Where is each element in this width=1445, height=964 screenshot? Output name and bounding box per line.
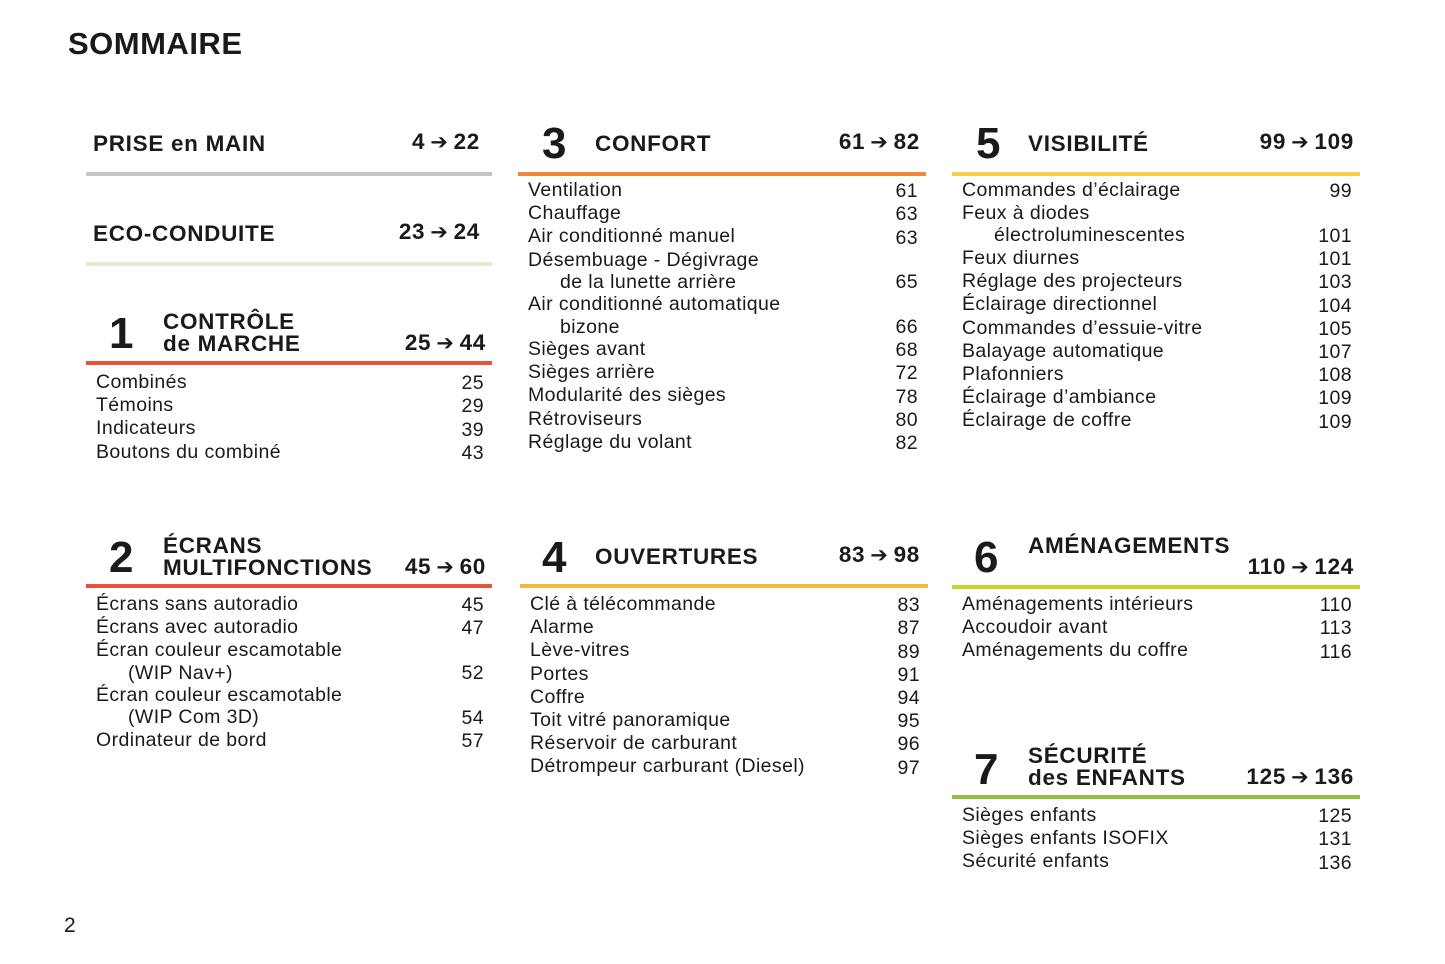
toc-item-label: Réglage des projecteurs — [962, 270, 1183, 293]
toc-item-label: Sièges arrière — [528, 361, 655, 384]
toc-item-page: 94 — [897, 687, 920, 710]
toc-item-page: 45 — [461, 594, 484, 617]
page-range — [405, 330, 486, 356]
section-ecrans-multifonctions[interactable] — [86, 532, 492, 762]
toc-item-label: Commandes d’éclairage — [962, 179, 1181, 201]
toc-item-label: Coffre — [530, 685, 586, 708]
toc-item-page: 65 — [895, 271, 918, 294]
page-title: SOMMAIRE — [68, 26, 243, 61]
section-confort[interactable] — [518, 120, 926, 460]
page-range — [839, 129, 920, 155]
toc-item-page: 63 — [895, 226, 918, 249]
toc-item-label: Sièges avant — [528, 338, 646, 361]
section-amenagements[interactable] — [952, 532, 1360, 672]
toc-item-label: Commandes d’essuie-vitre — [962, 316, 1203, 339]
toc-item-page: 78 — [895, 385, 918, 408]
toc-item[interactable] — [962, 247, 1352, 270]
toc-item-label: Réservoir de carburant — [530, 732, 738, 755]
toc-item[interactable] — [96, 684, 484, 729]
toc-item[interactable] — [96, 639, 484, 684]
toc-item[interactable] — [962, 593, 1352, 616]
toc-item[interactable] — [962, 386, 1352, 409]
toc-item[interactable] — [962, 179, 1352, 202]
toc-item[interactable] — [528, 361, 918, 384]
range-end: 60 — [459, 554, 486, 579]
toc-item-page: 68 — [895, 339, 918, 362]
toc-item-label: Portes — [530, 662, 589, 685]
toc-item-page: 97 — [897, 756, 920, 779]
range-end: 136 — [1314, 764, 1354, 789]
toc-item-page: 39 — [461, 418, 484, 441]
range-start: 83 — [838, 542, 866, 567]
section-visibilite[interactable] — [952, 120, 1360, 440]
toc-item-label: Alarme — [530, 616, 595, 639]
toc-list — [962, 593, 1352, 663]
page-range — [412, 129, 480, 155]
section-title-line1: CONTRÔLE — [163, 309, 295, 334]
section-number: 7 — [974, 745, 999, 794]
toc-item-page: 99 — [1329, 180, 1352, 203]
range-end: 44 — [459, 330, 486, 355]
toc-item-page: 113 — [1319, 617, 1352, 640]
range-end: 22 — [453, 129, 480, 154]
toc-item[interactable] — [530, 616, 920, 639]
range-start: 25 — [404, 330, 432, 355]
arrow-right-icon: ➔ — [1291, 765, 1310, 789]
toc-item-page: 131 — [1318, 828, 1352, 851]
toc-list — [962, 179, 1352, 433]
toc-item[interactable] — [962, 293, 1352, 316]
section-title-line2: de MARCHE — [163, 331, 301, 356]
toc-item[interactable] — [528, 179, 918, 202]
page-range — [1260, 129, 1354, 155]
toc-item[interactable] — [528, 202, 918, 225]
range-end: 109 — [1314, 129, 1354, 154]
section-number: 2 — [109, 533, 134, 582]
section-title — [163, 535, 372, 579]
toc-item-label: Éclairage d’ambiance — [962, 386, 1157, 409]
section-title — [1028, 745, 1186, 789]
toc-item[interactable] — [96, 616, 484, 639]
toc-item-label: Accoudoir avant — [962, 616, 1108, 639]
toc-item[interactable] — [528, 249, 918, 294]
toc-item-page: 61 — [895, 180, 918, 203]
toc-item-page: 52 — [461, 662, 484, 685]
toc-item-label: Désembuage - Dégivrage — [528, 248, 760, 271]
toc-item-label: Combinés — [96, 371, 187, 393]
range-end: 82 — [893, 129, 920, 154]
section-rule — [952, 795, 1360, 799]
section-title: AMÉNAGEMENTS — [1028, 533, 1231, 558]
toc-item-label-line2: (WIP Com 3D) — [128, 706, 260, 729]
arrow-right-icon: ➔ — [430, 220, 449, 244]
toc-item-page: 104 — [1318, 294, 1352, 317]
toc-item[interactable] — [96, 593, 484, 616]
section-title: ECO-CONDUITE — [93, 221, 276, 246]
section-number: 6 — [974, 533, 999, 582]
toc-item[interactable] — [962, 270, 1352, 293]
section-title-line1: ÉCRANS — [163, 533, 263, 558]
arrow-right-icon: ➔ — [430, 130, 449, 154]
toc-item-label: Aménagements intérieurs — [962, 593, 1194, 615]
toc-item-page: 43 — [461, 441, 484, 464]
arrow-right-icon: ➔ — [436, 331, 455, 355]
range-start: 99 — [1259, 129, 1287, 154]
toc-item-label: Feux à diodes — [962, 202, 1090, 225]
range-start: 61 — [838, 129, 866, 154]
toc-item-page: 29 — [461, 395, 484, 418]
toc-item-page: 116 — [1319, 640, 1352, 663]
toc-list — [528, 179, 918, 454]
toc-item-page: 136 — [1318, 851, 1352, 874]
toc-item-page: 109 — [1318, 410, 1352, 433]
section-eco-conduite[interactable] — [86, 216, 492, 270]
toc-item-label: Boutons du combiné — [96, 440, 281, 463]
toc-item[interactable] — [962, 317, 1352, 340]
toc-item-page: 83 — [897, 594, 920, 617]
toc-item[interactable] — [96, 417, 484, 440]
toc-item-label: Balayage automatique — [962, 339, 1165, 362]
page-range — [839, 542, 920, 568]
toc-item-label: Sécurité enfants — [962, 850, 1110, 873]
toc-item-label: Aménagements du coffre — [962, 639, 1189, 662]
toc-item-page: 63 — [895, 203, 918, 226]
toc-item-label: Clé à télécommande — [530, 593, 717, 615]
section-rule — [86, 584, 492, 588]
toc-item-label: Sièges enfants ISOFIX — [962, 827, 1169, 850]
toc-item-page: 66 — [895, 316, 918, 339]
toc-item-page: 89 — [897, 640, 920, 663]
toc-item-page: 95 — [897, 710, 920, 733]
range-start: 23 — [398, 219, 426, 244]
toc-item-label-line2: de la lunette arrière — [560, 270, 737, 293]
toc-item[interactable] — [962, 202, 1352, 247]
page-range — [399, 219, 480, 245]
toc-item-label: Écran couleur escamotable — [96, 639, 343, 662]
section-number: 1 — [109, 309, 134, 358]
toc-item-label: Sièges enfants — [962, 804, 1097, 826]
toc-item-label: Rétroviseurs — [528, 407, 643, 430]
toc-item[interactable] — [530, 686, 920, 709]
toc-list — [962, 804, 1352, 874]
toc-item-label: Feux diurnes — [962, 246, 1080, 269]
toc-item-page: 125 — [1318, 805, 1352, 828]
section-rule — [86, 262, 492, 266]
toc-item[interactable] — [530, 639, 920, 662]
toc-item[interactable] — [530, 663, 920, 686]
section-title-line2: MULTIFONCTIONS — [163, 555, 373, 580]
toc-item[interactable] — [962, 363, 1352, 386]
toc-item-page: 108 — [1318, 364, 1352, 387]
section-prise-en-main[interactable] — [86, 126, 492, 180]
toc-item[interactable] — [962, 804, 1352, 827]
toc-item-label: Modularité des sièges — [528, 384, 727, 407]
section-controle-de-marche[interactable] — [86, 308, 492, 468]
toc-item-page: 87 — [897, 617, 920, 640]
toc-item-label: Air conditionné automatique — [528, 293, 781, 316]
range-start: 125 — [1246, 764, 1287, 789]
section-rule — [520, 584, 928, 588]
toc-item[interactable] — [962, 850, 1352, 873]
range-start: 4 — [412, 129, 426, 154]
toc-item-label: Chauffage — [528, 202, 622, 225]
toc-item-label: Indicateurs — [96, 417, 196, 440]
range-end: 124 — [1314, 554, 1354, 579]
toc-item-label: Détrompeur carburant (Diesel) — [530, 755, 805, 778]
arrow-right-icon: ➔ — [870, 130, 889, 154]
toc-list — [96, 371, 484, 464]
toc-item[interactable] — [530, 732, 920, 755]
toc-item[interactable] — [962, 827, 1352, 850]
section-rule — [952, 172, 1360, 176]
toc-item[interactable] — [528, 225, 918, 248]
section-title: PRISE en MAIN — [93, 131, 266, 156]
range-end: 24 — [453, 219, 480, 244]
arrow-right-icon: ➔ — [870, 543, 889, 567]
section-rule — [86, 172, 492, 176]
toc-item[interactable] — [530, 709, 920, 732]
toc-item-page: 101 — [1318, 248, 1352, 271]
toc-item-page: 110 — [1319, 594, 1352, 617]
section-rule — [86, 361, 492, 365]
toc-item-label-line2: (WIP Nav+) — [128, 661, 233, 684]
toc-list — [96, 593, 484, 752]
page-range — [405, 554, 486, 580]
toc-item-page: 72 — [895, 362, 918, 385]
toc-item[interactable] — [528, 384, 918, 407]
page-range — [1246, 764, 1354, 790]
toc-item[interactable] — [962, 409, 1352, 432]
toc-item[interactable] — [528, 408, 918, 431]
section-title: VISIBILITÉ — [1028, 131, 1149, 156]
toc-item-label: Éclairage directionnel — [962, 293, 1158, 316]
toc-item-page: 25 — [461, 372, 484, 395]
toc-item-label: Écrans avec autoradio — [96, 616, 299, 639]
toc-item[interactable] — [96, 371, 484, 394]
toc-item-label: Lève-vitres — [530, 639, 630, 662]
toc-item[interactable] — [530, 593, 920, 616]
arrow-right-icon: ➔ — [1291, 130, 1310, 154]
arrow-right-icon: ➔ — [1291, 555, 1310, 579]
toc-item-label: Réglage du volant — [528, 430, 692, 453]
toc-item-page: 80 — [895, 408, 918, 431]
toc-item[interactable] — [962, 616, 1352, 639]
toc-item-page: 54 — [461, 706, 484, 729]
toc-item-page: 82 — [895, 432, 918, 455]
toc-item-page: 96 — [897, 733, 920, 756]
toc-item[interactable] — [96, 441, 484, 464]
toc-item-label: Air conditionné manuel — [528, 225, 736, 248]
toc-item-label: Témoins — [96, 394, 174, 417]
section-securite-des-enfants[interactable] — [952, 744, 1360, 884]
toc-item-page: 103 — [1318, 271, 1352, 294]
toc-item[interactable] — [528, 431, 918, 454]
toc-item-page: 105 — [1318, 317, 1352, 340]
toc-item-page: 47 — [461, 617, 484, 640]
toc-item-page: 109 — [1318, 387, 1352, 410]
toc-item-label: Ventilation — [528, 179, 623, 201]
section-number: 3 — [542, 119, 567, 168]
section-title-line1: SÉCURITÉ — [1028, 743, 1148, 768]
toc-item-page: 101 — [1318, 224, 1352, 247]
section-rule — [952, 585, 1360, 589]
toc-item-label: Plafonniers — [962, 362, 1064, 385]
toc-item-label: Éclairage de coffre — [962, 409, 1132, 432]
toc-item-label: Écran couleur escamotable — [96, 684, 343, 707]
toc-item-label: Toit vitré panoramique — [530, 709, 731, 732]
toc-item-page: 107 — [1318, 340, 1352, 363]
toc-item[interactable] — [528, 338, 918, 361]
arrow-right-icon: ➔ — [436, 555, 455, 579]
page-range — [1248, 554, 1354, 580]
range-start: 110 — [1247, 554, 1287, 579]
section-number: 4 — [542, 533, 567, 582]
section-title — [163, 311, 301, 355]
section-ouvertures[interactable] — [520, 532, 928, 782]
section-number: 5 — [976, 119, 1001, 168]
section-title: CONFORT — [595, 131, 712, 156]
toc-item-label: Écrans sans autoradio — [96, 593, 299, 615]
toc-item[interactable] — [96, 394, 484, 417]
toc-item[interactable] — [528, 293, 918, 338]
toc-item-label: Ordinateur de bord — [96, 728, 267, 751]
range-end: 98 — [893, 542, 920, 567]
page-number: 2 — [64, 914, 76, 937]
toc-item-page: 91 — [897, 663, 920, 686]
toc-item-label-line2: électroluminescentes — [994, 224, 1186, 247]
range-start: 45 — [404, 554, 432, 579]
section-title-line2: des ENFANTS — [1028, 765, 1186, 790]
section-rule — [518, 172, 926, 176]
toc-item[interactable] — [530, 755, 920, 778]
toc-item[interactable] — [96, 729, 484, 752]
section-title: OUVERTURES — [595, 544, 759, 569]
toc-item-label-line2: bizone — [560, 315, 620, 338]
toc-item[interactable] — [962, 639, 1352, 662]
toc-item[interactable] — [962, 340, 1352, 363]
toc-item-page: 57 — [461, 730, 484, 753]
toc-list — [530, 593, 920, 779]
